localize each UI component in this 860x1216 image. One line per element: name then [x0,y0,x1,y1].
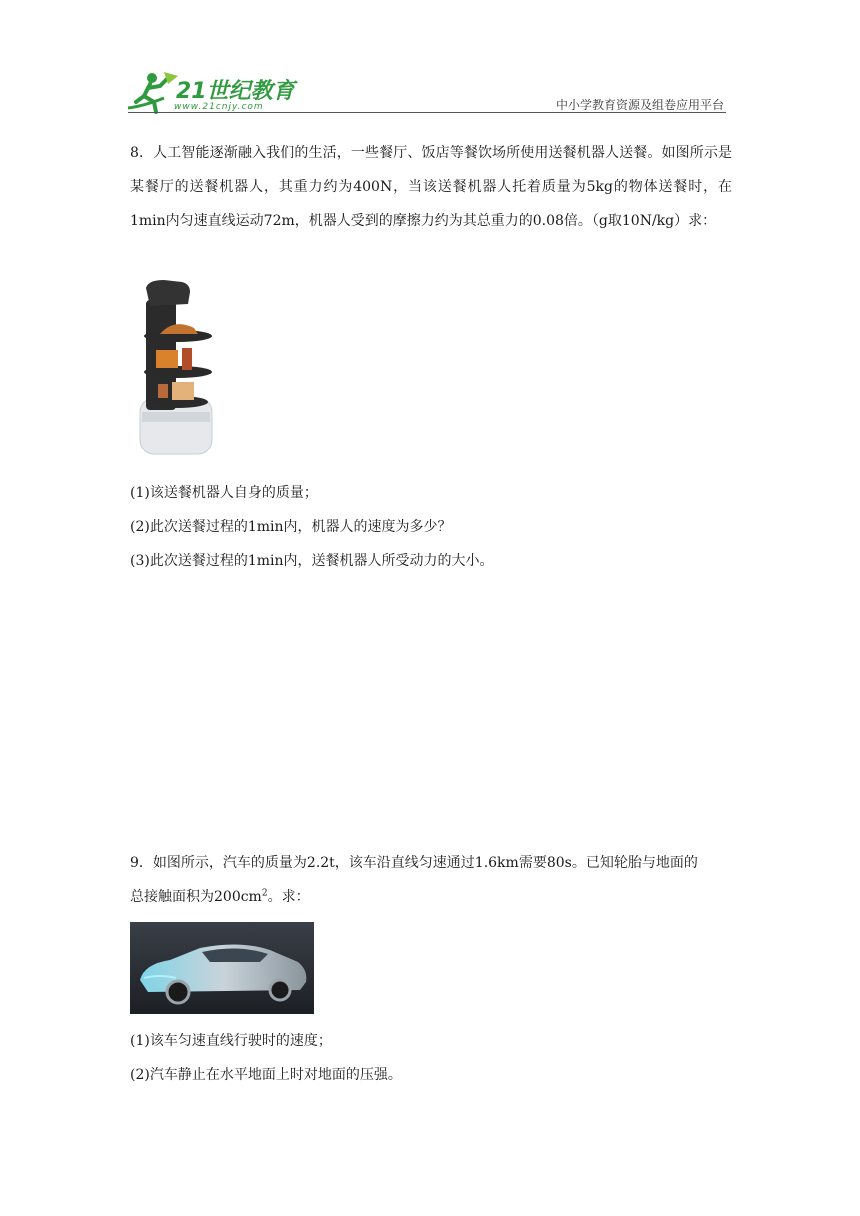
q8-subquestion-1: (1)该送餐机器人自身的质量； [130,485,318,501]
page-header [0,0,860,120]
logo-url: www.21cnjy.com [174,102,264,112]
q9-subquestion-1: (1)该车匀速直线行驶时的速度； [130,1033,332,1049]
logo-text: 21世纪教育 [176,79,295,104]
delivery-robot-image [134,278,218,464]
q8-stem: 8．人工智能逐渐融入我们的生活，一些餐厅、饭店等餐饮场所使用送餐机器人送餐。如图所示是某餐厅的送餐机器人，其重力约为400N，当该送餐机器人托着质量为5kg的物体送餐时，在1min内匀速直线运动72m，机器人受到的摩擦力约为其总重力的0.08倍。（g取10N/kg）求： [130,145,732,229]
q8-subquestion-2: (2)此次送餐过程的1min内，机器人的速度为多少？ [130,519,452,535]
q8-subquestion-3: (3)此次送餐过程的1min内，送餐机器人所受动力的大小。 [130,553,494,569]
platform-label: 中小学教育资源及组卷应用平台 [555,98,724,112]
q9-subquestion-2: (2)汽车静止在水平地面上时对地面的压强。 [130,1067,402,1083]
q9-stem-area: 总接触面积为200cm [130,889,262,905]
header-divider [128,112,726,113]
q9-stem-line2 [130,886,310,906]
q9-stem-superscript: 2 [261,888,268,899]
q9-stem-end: 。求： [267,889,310,905]
site-logo [124,68,294,118]
car-image [130,922,314,1014]
q9-stem-line1: 9．如图所示，汽车的质量为2.2t，该车沿直线匀速通过1.6km需要80s。已知轮胎与地面的 [130,855,698,871]
